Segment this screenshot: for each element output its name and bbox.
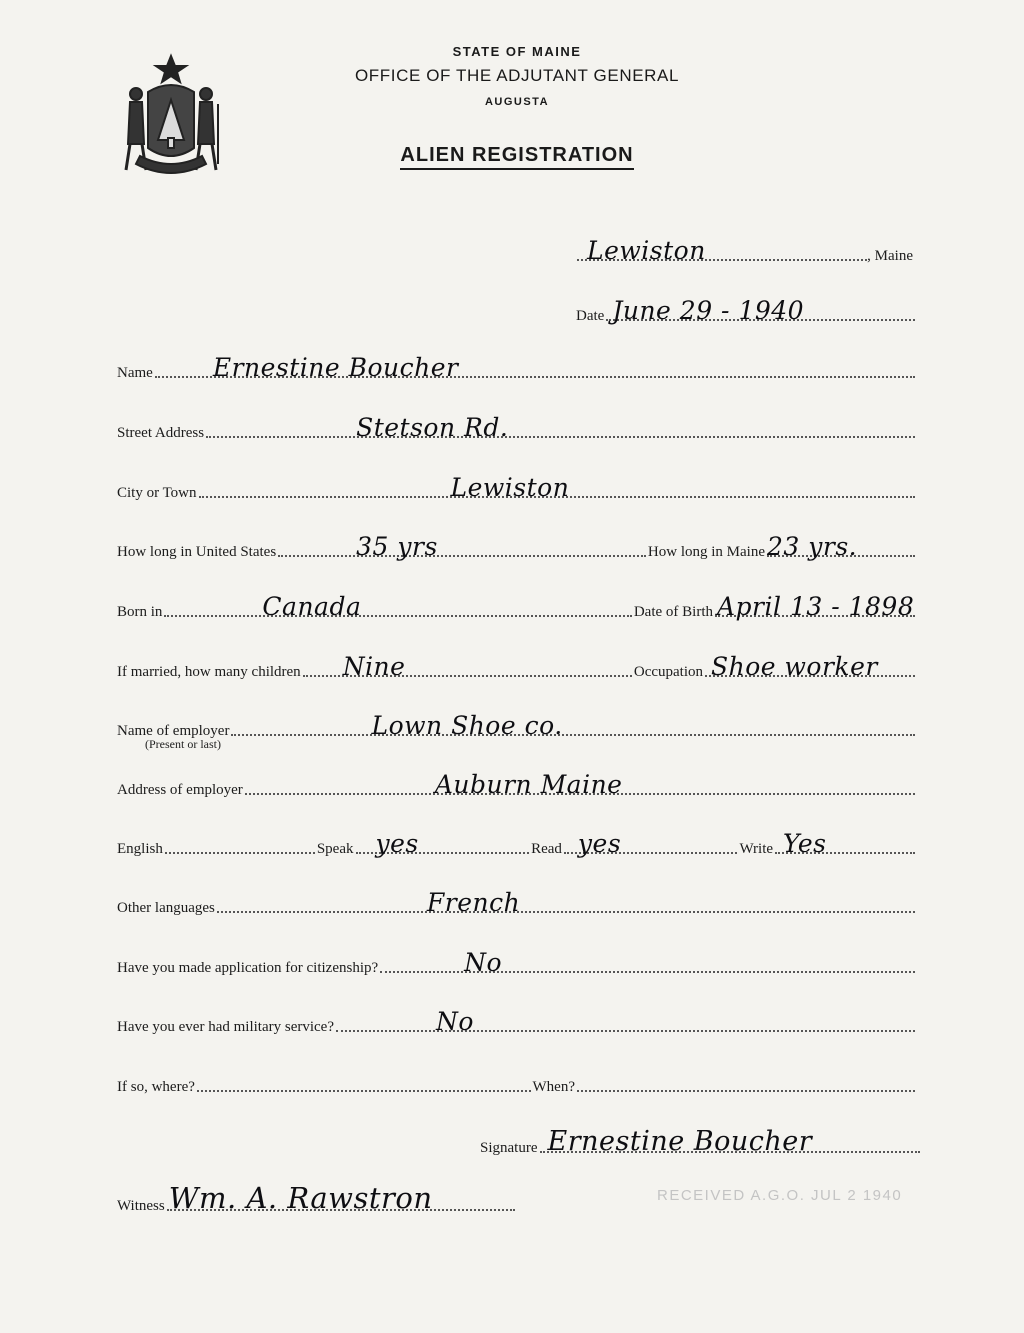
children-dots: [303, 652, 632, 681]
occupation-dots: [705, 652, 915, 681]
speak-dots: [356, 829, 530, 858]
received-stamp: RECEIVED A.G.O. JUL 2 1940: [657, 1187, 903, 1204]
date-value: June 29 - 1940: [612, 296, 805, 325]
form-title-text: ALIEN REGISTRATION: [400, 144, 633, 170]
dob-label: Date of Birth: [633, 604, 713, 620]
city-dots: [199, 473, 915, 502]
citizenship-line: [117, 948, 915, 977]
employer-address-label: Address of employer: [117, 782, 243, 798]
date-label: Date: [576, 308, 605, 324]
city-value: Lewiston: [450, 473, 570, 502]
dob-dots: [715, 592, 915, 621]
us-years-value: 35 yrs: [356, 532, 438, 561]
name-dots: [155, 353, 915, 382]
name-line: [117, 353, 915, 382]
witness-line: [117, 1181, 515, 1215]
service-details-line: [117, 1076, 915, 1096]
employer-address-line: [117, 770, 915, 799]
languages-line: [117, 888, 915, 917]
write-dots: [775, 829, 915, 858]
family-line: [117, 652, 915, 681]
write-value: Yes: [783, 829, 827, 858]
street-value: Stetson Rd.: [356, 413, 509, 442]
place-value: Lewiston: [587, 236, 706, 265]
employer-address-value: Auburn Maine: [434, 770, 623, 799]
place-suffix: , Maine: [867, 248, 913, 264]
citizenship-label: Have you made application for citizenship?: [117, 960, 379, 976]
city-label: City or Town: [117, 485, 197, 501]
read-dots: [564, 829, 738, 858]
signature-dots: [540, 1126, 921, 1157]
born-dots: [164, 592, 631, 621]
city-line: [117, 473, 915, 502]
witness-dots: [167, 1181, 515, 1215]
where-dots: [197, 1090, 531, 1092]
employer-sublabel: (Present or last): [145, 737, 221, 751]
english-label: English: [117, 841, 163, 857]
military-line: [117, 1007, 915, 1036]
born-label: Born in: [117, 604, 163, 620]
read-value: yes: [577, 829, 622, 858]
name-value: Ernestine Boucher: [212, 353, 459, 382]
signature-label: Signature: [480, 1140, 538, 1156]
street-line: [117, 413, 915, 442]
children-label: If married, how many children: [117, 664, 301, 680]
witness-value: Wm. A. Rawstron: [168, 1181, 433, 1215]
when-label: When?: [532, 1079, 575, 1095]
military-dots: [336, 1007, 915, 1036]
military-label: Have you ever had military service?: [117, 1019, 334, 1035]
maine-years-dots: [767, 532, 915, 561]
birth-line: [117, 592, 915, 621]
speak-value: yes: [375, 829, 419, 858]
when-dots: [577, 1090, 915, 1092]
dob-value: April 13 - 1898: [717, 592, 915, 621]
employer-label: Name of employer: [117, 723, 230, 739]
place-dots: [577, 236, 867, 265]
employer-dots: [231, 711, 915, 740]
employer-line: [117, 711, 915, 740]
citizenship-value: No: [464, 948, 503, 977]
military-value: No: [436, 1007, 474, 1036]
street-label: Street Address: [117, 425, 205, 441]
us-years-dots: [278, 532, 646, 561]
header-city: AUGUSTA: [484, 96, 550, 108]
languages-dots: [217, 888, 915, 917]
write-label: Write: [739, 841, 774, 857]
maine-years-label: How long in Maine: [647, 544, 765, 560]
street-dots: [206, 413, 915, 442]
place-line: [577, 236, 915, 265]
children-value: Nine: [342, 652, 406, 681]
employer-address-dots: [245, 770, 915, 799]
born-value: Canada: [262, 592, 362, 621]
where-label: If so, where?: [117, 1079, 195, 1095]
english-line: [117, 829, 915, 858]
speak-label: Speak: [316, 841, 354, 857]
english-dots: [165, 852, 315, 854]
occupation-value: Shoe worker: [711, 652, 878, 681]
signature-line: [480, 1126, 920, 1157]
header-state: STATE OF MAINE: [452, 44, 582, 59]
occupation-label: Occupation: [633, 664, 703, 680]
languages-value: French: [426, 888, 521, 917]
date-line: [576, 296, 915, 325]
form-title: [0, 144, 1024, 167]
witness-label: Witness: [117, 1198, 165, 1214]
us-years-label: How long in United States: [117, 544, 277, 560]
citizenship-dots: [380, 948, 915, 977]
name-label: Name: [117, 365, 153, 381]
date-dots: [606, 296, 915, 325]
signature-value: Ernestine Boucher: [547, 1126, 813, 1157]
read-label: Read: [531, 841, 562, 857]
residence-line: [117, 532, 915, 561]
employer-value: Lown Shoe co.: [371, 711, 563, 740]
header-office: OFFICE OF THE ADJUTANT GENERAL: [354, 66, 680, 85]
languages-label: Other languages: [117, 900, 215, 916]
maine-years-value: 23 yrs.: [767, 532, 858, 561]
